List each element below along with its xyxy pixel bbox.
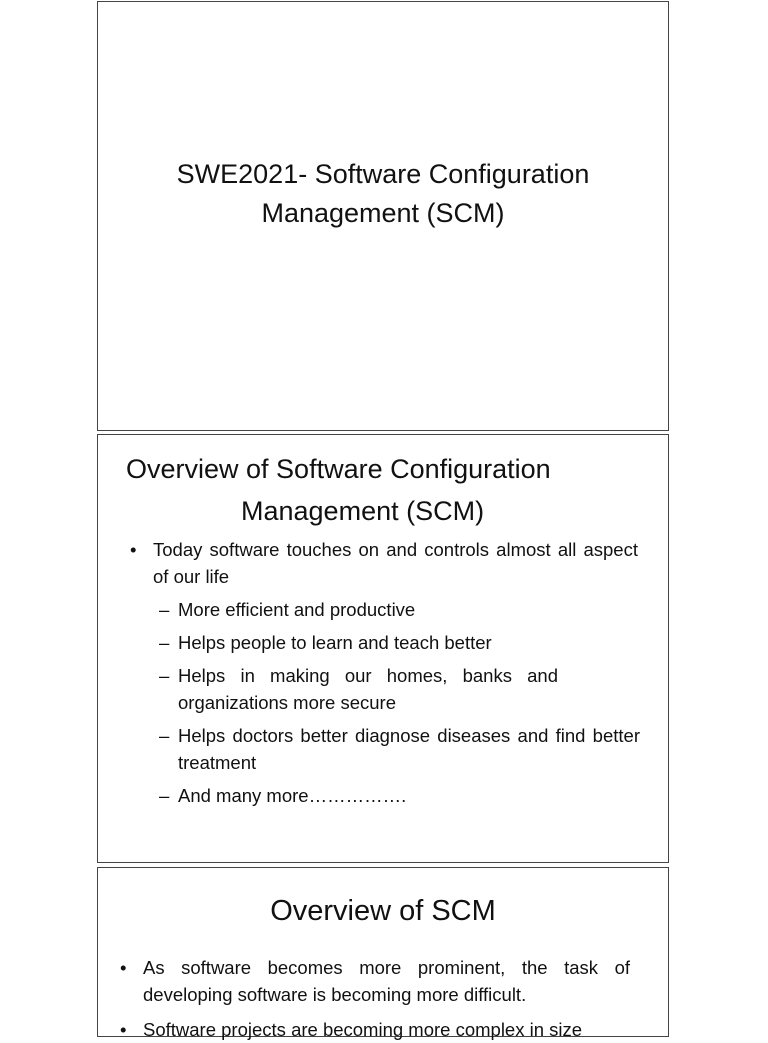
slide-2-subitem-5	[98, 782, 668, 809]
slide-3-bullet-text: As software becomes more prominent, the task of developing software is becoming more difficult.	[143, 957, 630, 1005]
slide-2-bullet	[98, 536, 668, 590]
bullet-marker: •	[130, 539, 137, 560]
dash-marker: –	[159, 599, 170, 620]
slide-2-subitem-text: Helps doctors better diagnose diseases and find better treatment	[178, 725, 640, 773]
slide-2-subitem-text: More efficient and productive	[178, 599, 416, 620]
dash-marker: –	[159, 725, 170, 746]
slide-2-title-line-1: Overview of Software Configuration	[126, 454, 551, 484]
slide-2-subitem-text: And many more…………….	[178, 785, 407, 806]
slide-1	[97, 1, 669, 431]
slide-1-title-line-2: Management (SCM)	[261, 198, 505, 228]
slide-3-bullet-list	[98, 954, 668, 1043]
slide-2-title-line-2: Management (SCM)	[241, 496, 485, 526]
slide-1-title-line-1: SWE2021- Software Configuration	[176, 159, 590, 189]
slide-3-bullet-2	[98, 1016, 668, 1043]
dash-marker: –	[159, 665, 170, 686]
slide-2-subitem-1	[98, 596, 668, 623]
slide-2-subitem-text: Helps in making our homes, banks and organizations more secure	[178, 665, 558, 713]
slide-2-subitem-3	[98, 662, 668, 716]
dash-marker: –	[159, 632, 170, 653]
slide-2-title	[126, 448, 648, 532]
slide-2-subitem-2	[98, 629, 668, 656]
slide-3	[97, 867, 669, 1040]
slide-3-bullet-text: Software projects are becoming more complex in size	[143, 1019, 583, 1040]
slide-2-subitem-4	[98, 722, 668, 776]
slide-3-title: Overview of SCM	[270, 895, 496, 927]
slide-2-subitem-text: Helps people to learn and teach better	[178, 632, 492, 653]
slide-3-bullet-1	[98, 954, 668, 1008]
slide-2	[97, 434, 669, 863]
dash-marker: –	[159, 785, 170, 806]
bullet-marker: •	[120, 1019, 127, 1040]
slide-2-bullet-list	[98, 536, 668, 809]
slide-1-title	[98, 155, 668, 233]
slide-2-bullet-text: Today software touches on and controls almost all aspect of our life	[153, 539, 638, 587]
bullet-marker: •	[120, 957, 127, 978]
